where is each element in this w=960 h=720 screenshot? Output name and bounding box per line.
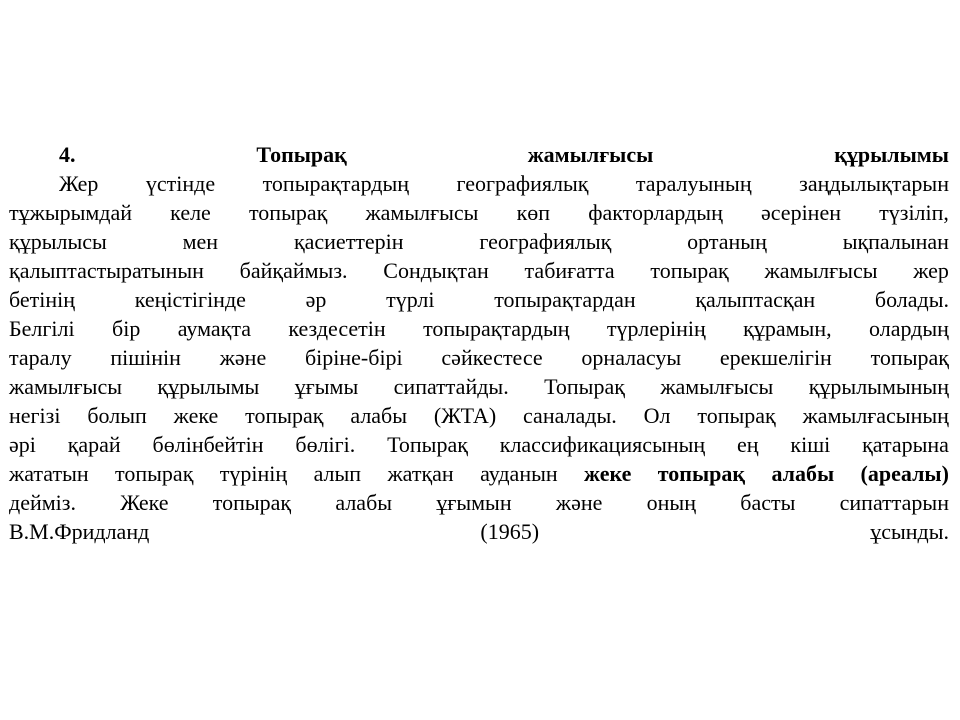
word: (1965) (480, 519, 540, 544)
word: басты (740, 490, 796, 515)
word: Топырақ (544, 374, 625, 399)
word: әсерінен (761, 200, 841, 225)
paragraph-line (9, 256, 949, 285)
word: кіші (790, 432, 831, 457)
word: аумақта (177, 316, 251, 341)
word: бетінің (9, 287, 76, 312)
word: географиялық (479, 229, 612, 254)
word: топырақтардың (423, 316, 570, 341)
heading-word: құрылымы (834, 142, 949, 167)
word: топырақ (650, 258, 729, 283)
word: топырақ (245, 403, 324, 428)
word: классификациясының (499, 432, 706, 457)
word: ұсынды. (870, 519, 949, 544)
word: географиялық (456, 171, 589, 196)
paragraph-line (9, 401, 949, 430)
word: түрлерінің (606, 316, 706, 341)
paragraph-line (9, 169, 949, 198)
word: ерекшелігін (719, 345, 832, 370)
word: олардың (869, 316, 949, 341)
word: орналасуы (581, 345, 682, 370)
word: болып (87, 403, 147, 428)
word: ауданын (480, 461, 558, 486)
heading-number: 4. (59, 142, 76, 167)
paragraph-line (9, 343, 949, 372)
word: кездесетін (288, 316, 386, 341)
paragraph-line (9, 227, 949, 256)
word: Топырақ (387, 432, 468, 457)
word: таралу (9, 345, 72, 370)
section-heading (9, 140, 949, 169)
word: қатарына (862, 432, 949, 457)
word: кеңістігінде (134, 287, 246, 312)
word: бөлінбейтін (152, 432, 264, 457)
bold-term-word: топырақ (657, 461, 746, 486)
word: тұжырымдай (9, 200, 133, 225)
heading-word: Топырақ (256, 142, 347, 167)
word: негізі (9, 403, 61, 428)
word: байқаймыз. (239, 258, 348, 283)
word: жамылғысы (365, 200, 479, 225)
paragraph-line (9, 459, 949, 488)
word: қасиеттерін (293, 229, 404, 254)
word: құрылысы (9, 229, 107, 254)
word: алабы (350, 403, 408, 428)
bold-term-word: (ареалы) (860, 461, 949, 486)
word: сипаттарын (839, 490, 949, 515)
word: жеке (173, 403, 219, 428)
word: қарай (67, 432, 121, 457)
word: түрлі (386, 287, 435, 312)
word: ықпалынан (842, 229, 949, 254)
word: бөлігі. (295, 432, 356, 457)
word: Белгілі (9, 316, 75, 341)
word: бір (112, 316, 141, 341)
word: топырақтардың (262, 171, 410, 196)
word: қалыптасқан (695, 287, 816, 312)
word: ең (737, 432, 759, 457)
word: топырақ (870, 345, 949, 370)
word: біріне-бірі (304, 345, 403, 370)
word: жамылғысы (660, 374, 774, 399)
word: қалыптастыратынын (9, 258, 204, 283)
word: оның (646, 490, 696, 515)
paragraph-line (9, 488, 949, 517)
word: жамылғасының (802, 403, 949, 428)
bold-term-word: алабы (771, 461, 835, 486)
word: түрінің (219, 461, 288, 486)
word: көп (516, 200, 551, 225)
word: құрылымының (808, 374, 949, 399)
word: факторлардың (588, 200, 723, 225)
word: келе (170, 200, 211, 225)
word: үстінде (145, 171, 216, 196)
heading-word: жамылғысы (527, 142, 654, 167)
word: жататын (9, 461, 89, 486)
word: әр (305, 287, 327, 312)
word: Жеке (120, 490, 169, 515)
document-text (9, 140, 949, 546)
word: топырақ (212, 490, 292, 515)
word: ортаның (687, 229, 767, 254)
word: топырақтардан (494, 287, 636, 312)
word: топырақ (248, 200, 328, 225)
word: топырақ (697, 403, 776, 428)
word: саналады. (523, 403, 617, 428)
word: Жер (59, 171, 99, 196)
word: түзіліп, (879, 200, 949, 225)
word: алып (313, 461, 362, 486)
paragraph-line (9, 285, 949, 314)
word: алабы (335, 490, 393, 515)
word: пішінін (110, 345, 181, 370)
paragraph-line (9, 517, 949, 546)
word: (ЖТА) (433, 403, 497, 428)
paragraph-line (9, 430, 949, 459)
bold-term-word: жеке (584, 461, 632, 486)
paragraph-line (9, 314, 949, 343)
word: құрылымы (157, 374, 260, 399)
word: және (219, 345, 267, 370)
word: Ол (643, 403, 671, 428)
word: топырақ (115, 461, 194, 486)
word: мен (182, 229, 219, 254)
paragraph-line (9, 198, 949, 227)
word: жатқан (387, 461, 454, 486)
word: жамылғысы (9, 374, 122, 399)
word: табиғатта (524, 258, 615, 283)
word: заңдылықтарын (799, 171, 949, 196)
word: сипаттайды. (393, 374, 509, 399)
word: әрі (9, 432, 36, 457)
word: ұғымы (294, 374, 359, 399)
paragraph-line (9, 372, 949, 401)
word: құрамын, (743, 316, 832, 341)
word: ұғымын (436, 490, 512, 515)
word: жамылғысы (764, 258, 878, 283)
word: болады. (874, 287, 949, 312)
word: Сондықтан (383, 258, 489, 283)
word: В.М.Фридланд (9, 519, 150, 544)
word: сәйкестесе (441, 345, 543, 370)
word: таралуының (635, 171, 752, 196)
word: және (555, 490, 603, 515)
word: жер (913, 258, 949, 283)
word: дейміз. (9, 490, 76, 515)
